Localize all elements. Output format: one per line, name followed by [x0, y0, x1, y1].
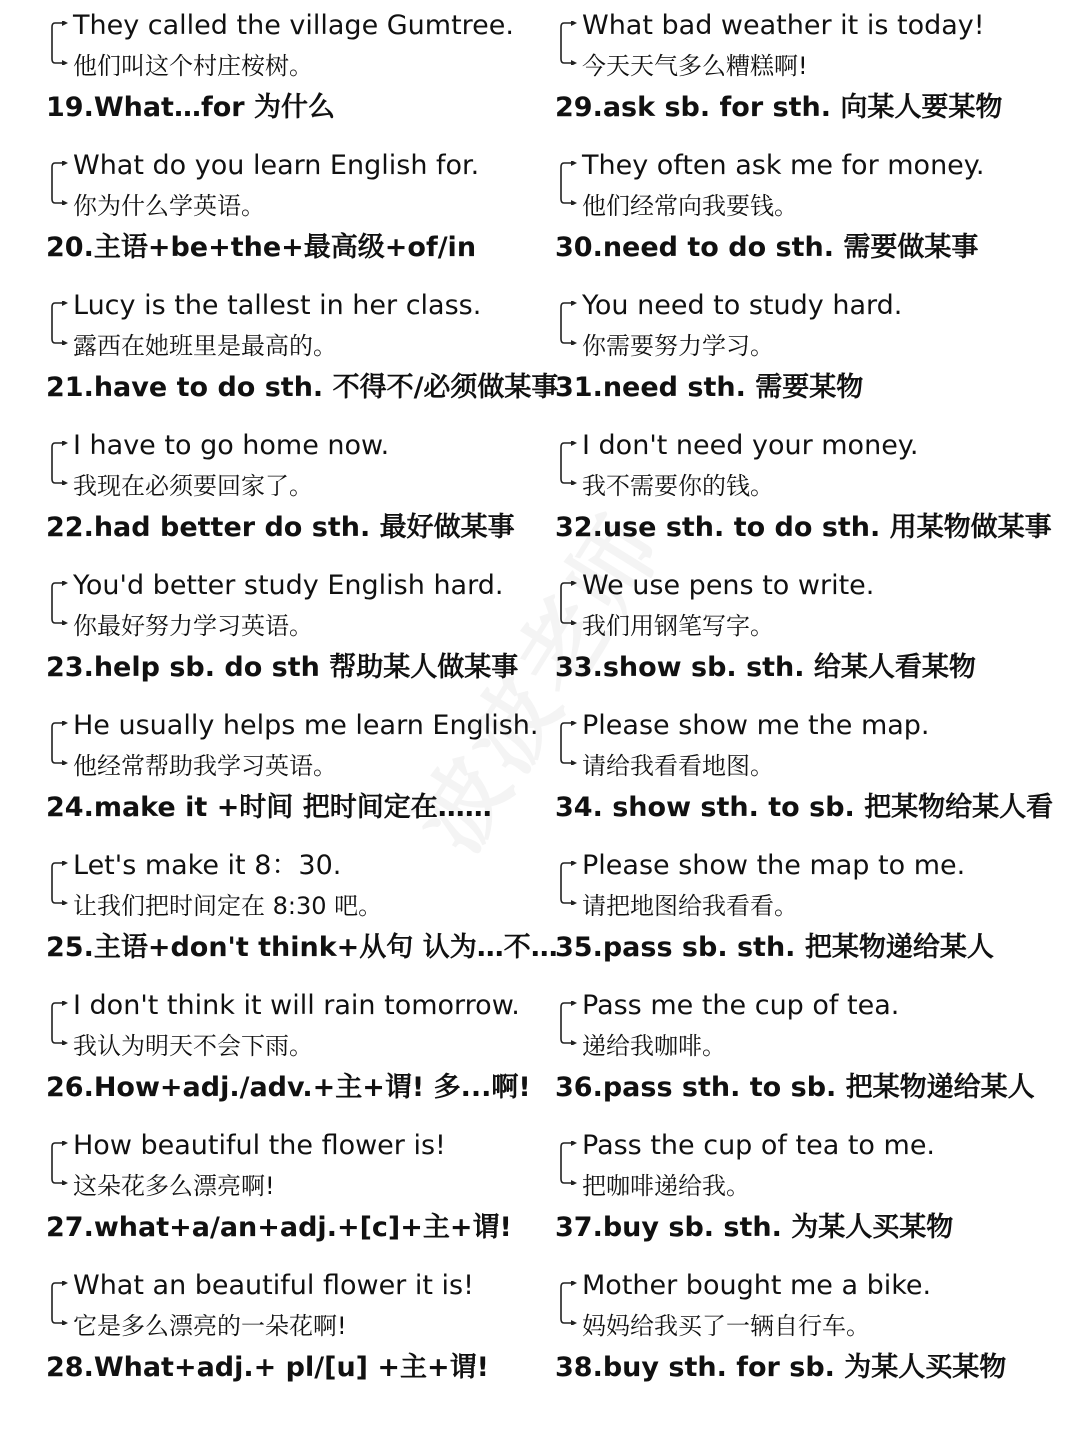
phrase-heading: 22.had better do sth. 最好做某事	[46, 512, 515, 543]
example-chinese: 我现在必须要回家了。	[73, 472, 313, 500]
example-pair	[555, 700, 1060, 780]
bracket-arrow-icon	[48, 1001, 70, 1045]
example-english: Lucy is the tallest in her class.	[73, 290, 482, 321]
bracket-arrow-icon	[557, 861, 579, 905]
example-chinese: 妈妈给我买了一辆自行车。	[582, 1312, 870, 1340]
example-pair	[555, 840, 1060, 920]
phrase-heading: 20.主语+be+the+最高级+of/in	[46, 232, 477, 263]
phrase-heading: 34. show sth. to sb. 把某物给某人看	[555, 792, 1054, 823]
example-pair	[555, 420, 1060, 500]
example-chinese: 我们用钢笔写字。	[582, 612, 774, 640]
example-pair	[46, 280, 546, 360]
example-chinese: 我认为明天不会下雨。	[73, 1032, 313, 1060]
bracket-arrow-icon	[557, 161, 579, 205]
example-english: Pass the cup of tea to me.	[582, 1130, 936, 1161]
example-pair	[46, 420, 546, 500]
bracket-arrow-icon	[48, 861, 70, 905]
phrase-heading: 26.How+adj./adv.+主+谓! 多...啊!	[46, 1072, 531, 1103]
bracket-arrow-icon	[48, 161, 70, 205]
example-chinese: 你为什么学英语。	[73, 192, 265, 220]
example-pair	[555, 0, 1060, 80]
example-pair	[555, 280, 1060, 360]
example-pair	[46, 980, 546, 1060]
phrase-heading: 19.What…for 为什么	[46, 92, 335, 123]
example-english: You need to study hard.	[582, 290, 903, 321]
example-english: We use pens to write.	[582, 570, 875, 601]
example-chinese: 我不需要你的钱。	[582, 472, 774, 500]
bracket-arrow-icon	[557, 581, 579, 625]
bracket-arrow-icon	[557, 441, 579, 485]
bracket-arrow-icon	[48, 1281, 70, 1325]
bracket-arrow-icon	[557, 1141, 579, 1185]
example-english: Mother bought me a bike.	[582, 1270, 932, 1301]
bracket-arrow-icon	[48, 721, 70, 765]
example-chinese: 今天天气多么糟糕啊!	[582, 52, 808, 80]
example-english: He usually helps me learn English.	[73, 710, 539, 741]
example-chinese: 把咖啡递给我。	[582, 1172, 750, 1200]
example-pair	[46, 560, 546, 640]
example-pair	[555, 1120, 1060, 1200]
example-english: I don't think it will rain tomorrow.	[73, 990, 520, 1021]
example-chinese: 他们经常向我要钱。	[582, 192, 798, 220]
example-chinese: 你需要努力学习。	[582, 332, 774, 360]
example-chinese: 你最好努力学习英语。	[73, 612, 313, 640]
phrase-heading: 23.help sb. do sth 帮助某人做某事	[46, 652, 519, 683]
example-pair	[46, 0, 546, 80]
phrase-heading: 31.need sth. 需要某物	[555, 372, 864, 403]
bracket-arrow-icon	[48, 21, 70, 65]
bracket-arrow-icon	[557, 21, 579, 65]
example-chinese: 他们叫这个村庄桉树。	[73, 52, 313, 80]
phrase-heading: 24.make it +时间 把时间定在……	[46, 792, 492, 823]
example-english: What do you learn English for.	[73, 150, 480, 181]
phrase-heading: 25.主语+don't think+从句 认为…不…	[46, 932, 558, 963]
example-english: Let's make it 8：30.	[73, 850, 342, 881]
example-english: I don't need your money.	[582, 430, 919, 461]
example-english: They called the village Gumtree.	[73, 10, 514, 41]
phrase-heading: 28.What+adj.+ pl/[u] +主+谓!	[46, 1352, 489, 1383]
example-english: How beautiful the flower is!	[73, 1130, 446, 1161]
example-pair	[46, 700, 546, 780]
left-column	[46, 0, 559, 1400]
phrase-heading: 32.use sth. to do sth. 用某物做某事	[555, 512, 1052, 543]
phrase-heading: 30.need to do sth. 需要做某事	[555, 232, 979, 263]
example-english: Please show the map to me.	[582, 850, 966, 881]
example-pair	[555, 140, 1060, 220]
example-english: What an beautiful flower it is!	[73, 1270, 474, 1301]
example-chinese: 这朵花多么漂亮啊!	[73, 1172, 275, 1200]
bracket-arrow-icon	[557, 1001, 579, 1045]
example-pair	[46, 840, 546, 920]
example-english: I have to go home now.	[73, 430, 390, 461]
example-pair	[46, 1120, 546, 1200]
phrase-heading: 38.buy sth. for sb. 为某人买某物	[555, 1352, 1007, 1383]
phrase-heading: 21.have to do sth. 不得不/必须做某事	[46, 372, 559, 403]
example-pair	[46, 140, 546, 220]
example-english: You'd better study English hard.	[73, 570, 504, 601]
example-chinese: 请把地图给我看看。	[582, 892, 798, 920]
bracket-arrow-icon	[48, 441, 70, 485]
example-chinese: 露西在她班里是最高的。	[73, 332, 337, 360]
phrase-heading: 33.show sb. sth. 给某人看某物	[555, 652, 976, 683]
example-pair	[46, 1260, 546, 1340]
phrase-heading: 27.what+a/an+adj.+[c]+主+谓!	[46, 1212, 512, 1243]
example-chinese: 他经常帮助我学习英语。	[73, 752, 337, 780]
bracket-arrow-icon	[557, 301, 579, 345]
phrase-heading: 35.pass sb. sth. 把某物递给某人	[555, 932, 994, 963]
phrase-heading: 29.ask sb. for sth. 向某人要某物	[555, 92, 1003, 123]
example-chinese: 请给我看看地图。	[582, 752, 774, 780]
example-english: They often ask me for money.	[582, 150, 985, 181]
example-chinese: 它是多么漂亮的一朵花啊!	[73, 1312, 347, 1340]
right-column	[555, 0, 1060, 1400]
phrase-heading: 37.buy sb. sth. 为某人买某物	[555, 1212, 954, 1243]
phrase-heading: 36.pass sth. to sb. 把某物递给某人	[555, 1072, 1035, 1103]
example-pair	[555, 1260, 1060, 1340]
bracket-arrow-icon	[557, 1281, 579, 1325]
example-chinese: 让我们把时间定在 8:30 吧。	[73, 892, 383, 920]
example-chinese: 递给我咖啡。	[582, 1032, 726, 1060]
example-english: What bad weather it is today!	[582, 10, 985, 41]
bracket-arrow-icon	[48, 581, 70, 625]
example-english: Please show me the map.	[582, 710, 930, 741]
example-pair	[555, 980, 1060, 1060]
bracket-arrow-icon	[557, 721, 579, 765]
bracket-arrow-icon	[48, 301, 70, 345]
example-english: Pass me the cup of tea.	[582, 990, 900, 1021]
bracket-arrow-icon	[48, 1141, 70, 1185]
example-pair	[555, 560, 1060, 640]
